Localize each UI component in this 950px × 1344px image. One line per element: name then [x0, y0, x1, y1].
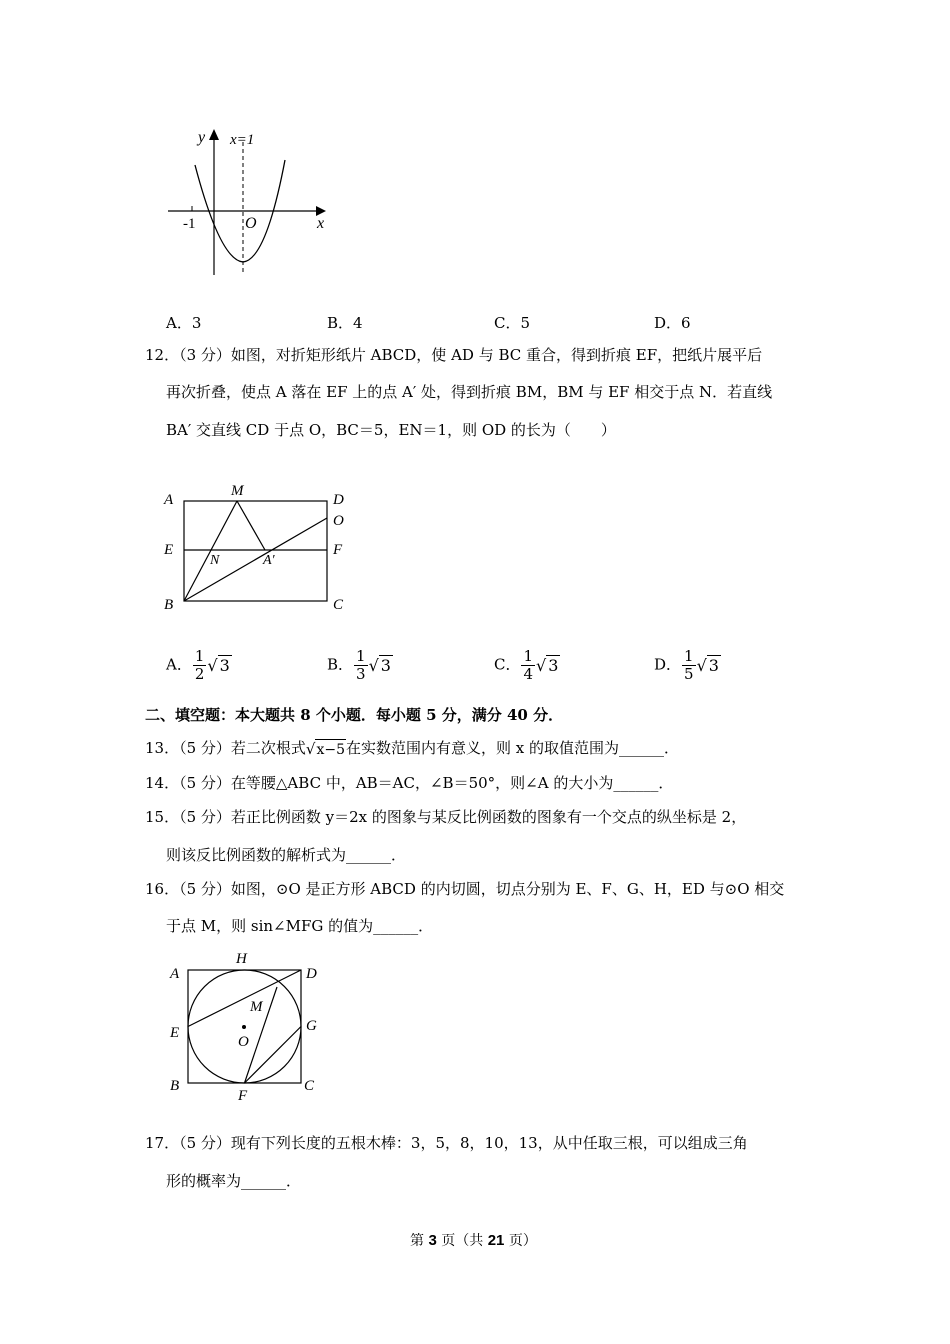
fig16-label-B: B — [170, 1078, 180, 1094]
q15-line-1: 15．（5 分）若正比例函数 y＝2x 的图象与某反比例函数的图象有一个交点的纵坐标是 2， — [145, 808, 747, 826]
q12-option-b: B． $\frac{1}{3}$ √ 3 — [327, 647, 391, 683]
section-heading: 二、填空题：本大题共 8 个小题．每小题 5 分，满分 40 分． — [145, 706, 564, 724]
q12-option-a: A． $\frac{1}{2}$ √ 3 — [166, 647, 230, 683]
q12-line-1: 12．（3 分）如图，对折矩形纸片 ABCD，使 AD 与 BC 重合，得到折痕 EF，把纸片展平后 — [145, 346, 763, 364]
q12-option-d-den: 5 — [684, 665, 694, 683]
inscribed-circle-figure — [160, 945, 340, 1105]
fig12-label-F: F — [333, 542, 343, 558]
fig16-label-E: E — [170, 1025, 180, 1041]
q12-option-c-num: 1 — [523, 647, 534, 665]
fig12-label-E: E — [164, 542, 174, 558]
q13-radicand: x−5 — [315, 739, 346, 760]
footer-pre: 第 — [410, 1233, 429, 1249]
fig16-label-D: D — [306, 966, 317, 982]
graph-origin: O — [245, 215, 257, 232]
q12-option-a-den: 2 — [194, 665, 205, 683]
graph-xlabel: x — [317, 215, 325, 232]
page-footer — [410, 1230, 537, 1250]
q12-option-c-letter: C． — [494, 655, 521, 674]
q11-option-d: D．6 — [654, 314, 691, 332]
q12-option-a-letter: A． — [166, 655, 192, 674]
q16-line-1: 16．（5 分）如图，⊙O 是正方形 ABCD 的内切圆，切点分别为 E、F、G、H，ED 与⊙O 相交 — [145, 880, 785, 898]
footer-page: 3 — [428, 1232, 437, 1249]
fig12-label-M: M — [231, 483, 244, 499]
fig16-label-A: A — [170, 966, 180, 982]
fig12-label-N: N — [210, 553, 220, 568]
graph-ylabel: y — [198, 129, 206, 146]
fig16-label-O: O — [238, 1034, 249, 1050]
q11-option-a: A．3 — [166, 314, 202, 332]
rectangle-fold-figure — [160, 478, 360, 613]
fig16-label-C: C — [304, 1078, 315, 1094]
footer-mid: 页（共 — [436, 1233, 488, 1249]
q17-line-1: 17．（5 分）现有下列长度的五根木棒：3，5，8，10，13，从中任取三根，可以组成三角 — [145, 1134, 748, 1152]
q12-option-d-rad: 3 — [708, 656, 719, 675]
q12-option-c: C． $\frac{1}{4}$ √ 3 — [494, 647, 559, 683]
q12-option-c-rad: 3 — [548, 656, 559, 675]
q12-option-b-rad: 3 — [380, 656, 391, 675]
footer-total: 21 — [487, 1232, 505, 1249]
q12-option-d: D． $\frac{1}{5}$ √ 3 — [654, 647, 719, 683]
q12-line-3: BA′ 交直线 CD 于点 O，BC＝5，EN＝1，则 OD 的长为（ ） — [166, 421, 616, 439]
fig12-label-B: B — [164, 597, 174, 613]
fig12-label-A: A — [164, 492, 174, 508]
q13-pre: 13．（5 分）若二次根式 — [145, 739, 306, 757]
q12-option-a-rad: 3 — [219, 656, 230, 675]
q12-option-c-den: 4 — [523, 665, 534, 683]
graph-tick-neg1: -1 — [183, 216, 196, 232]
fig12-label-A-prime: A′ — [263, 553, 275, 568]
q14: 14．（5 分）在等腰△ABC 中，AB＝AC，∠B＝50°，则∠A 的大小为______． — [145, 774, 674, 792]
q12-option-b-letter: B． — [327, 655, 354, 674]
fig12-label-C: C — [333, 597, 344, 613]
fig12-label-D: D — [333, 492, 344, 508]
parabola-graph — [160, 120, 340, 280]
fig12-label-O: O — [333, 513, 344, 529]
q12-option-d-letter: D． — [654, 655, 682, 674]
fig16-label-F: F — [238, 1088, 248, 1104]
fig16-label-G: G — [306, 1018, 317, 1034]
footer-post: 页） — [504, 1233, 537, 1249]
q16-line-2: 于点 M，则 sin∠MFG 的值为______． — [166, 917, 434, 935]
graph-axis-line-label: x=1 — [230, 132, 255, 148]
q12-option-b-num: 1 — [356, 647, 366, 665]
fig16-label-H: H — [236, 951, 247, 967]
q12-option-d-num: 1 — [684, 647, 694, 665]
q13-post: 在实数范围内有意义，则 x 的取值范围为______． — [346, 739, 680, 757]
fig16-label-M: M — [250, 999, 263, 1015]
q12-option-b-den: 3 — [356, 665, 366, 683]
q11-option-b: B．4 — [327, 314, 363, 332]
q11-option-c: C．5 — [494, 314, 531, 332]
q15-line-2: 则该反比例函数的解析式为______． — [166, 846, 407, 864]
q12-line-2: 再次折叠，使点 A 落在 EF 上的点 A′ 处，得到折痕 BM，BM 与 EF 相交于点 N．若直线 — [166, 383, 773, 401]
q17-line-2: 形的概率为______． — [166, 1172, 302, 1190]
q13: 13．（5 分）若二次根式√x−5在实数范围内有意义，则 x 的取值范围为______． — [145, 739, 680, 758]
q12-option-a-num: 1 — [194, 647, 205, 665]
